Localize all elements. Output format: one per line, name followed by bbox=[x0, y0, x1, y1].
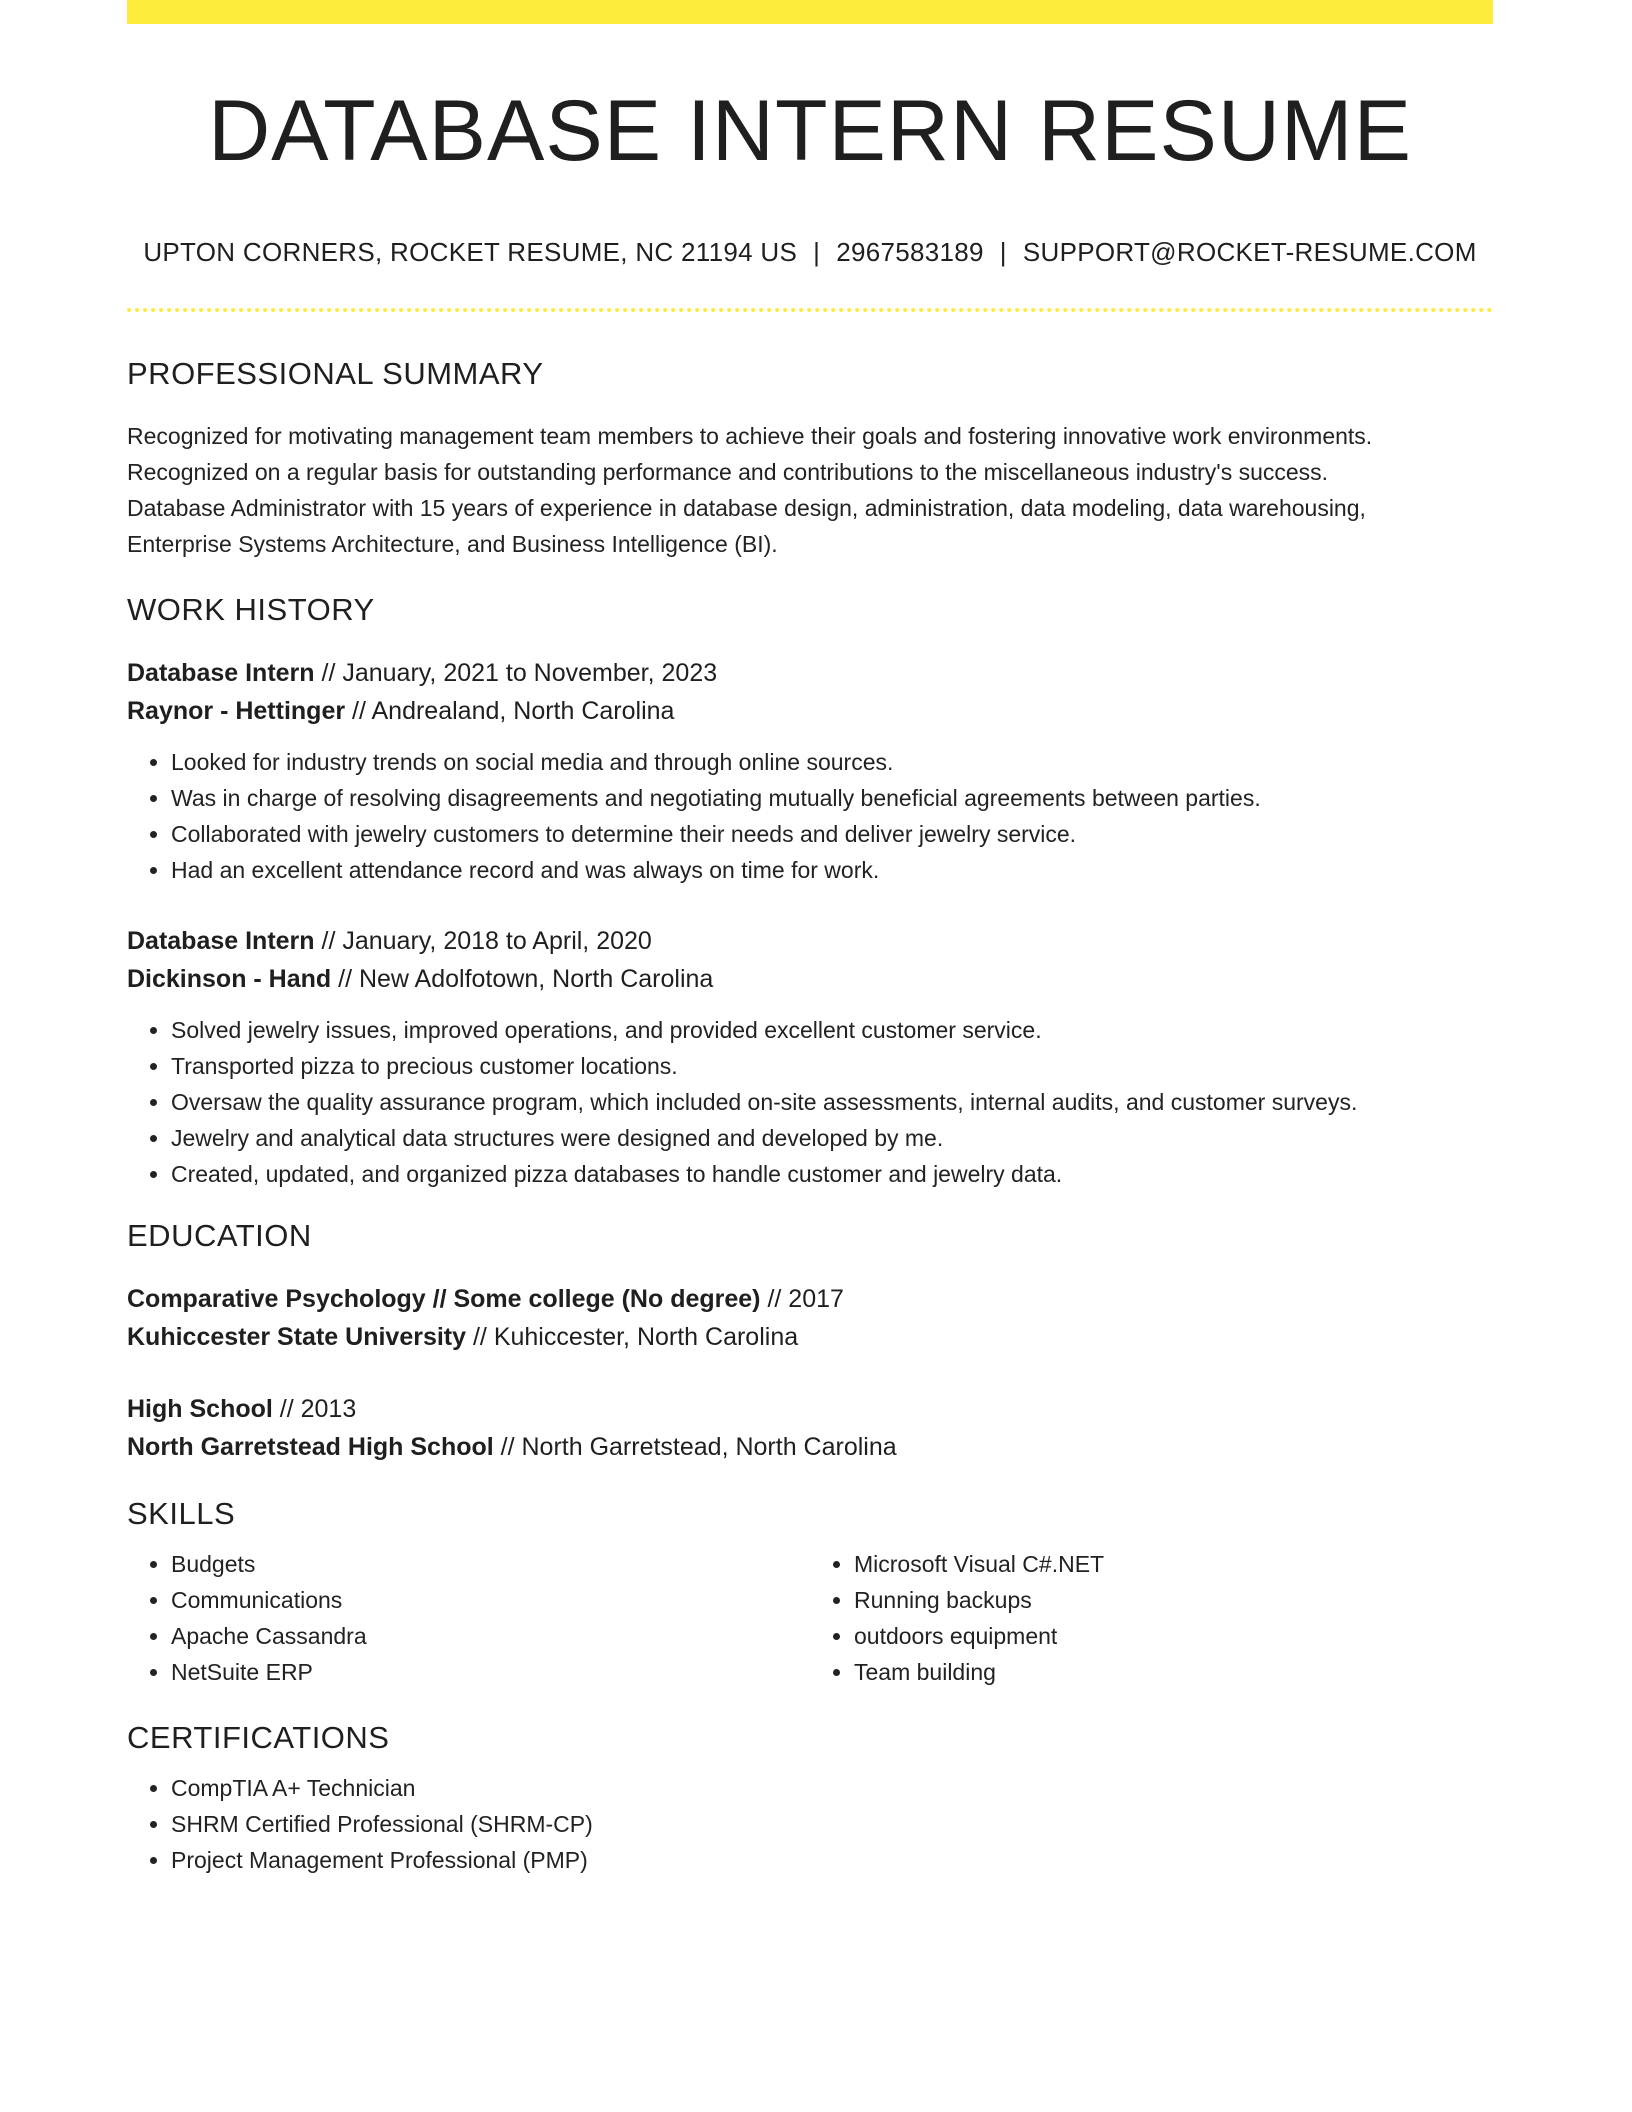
skills-heading: SKILLS bbox=[127, 1495, 236, 1531]
job-bullet: • Transported pizza to precious customer locations. bbox=[171, 1048, 1493, 1084]
certifications-list bbox=[127, 1770, 1493, 1878]
job-title-line bbox=[127, 922, 1493, 960]
job-company: Dickinson - Hand bbox=[127, 964, 332, 993]
job-dates: // January, 2018 to April, 2020 bbox=[314, 926, 652, 955]
summary-text bbox=[127, 418, 1493, 562]
job-title: Database Intern bbox=[127, 658, 315, 687]
certification-item: • SHRM Certified Professional (SHRM-CP) bbox=[171, 1806, 1493, 1842]
contact-separator: | bbox=[999, 236, 1007, 267]
job-entry bbox=[127, 654, 1493, 888]
graduation-year: // 2017 bbox=[760, 1284, 844, 1313]
degree: Comparative Psychology // Some college (No degree) bbox=[127, 1284, 761, 1313]
contact-email: SUPPORT@ROCKET-RESUME.COM bbox=[1022, 236, 1477, 267]
job-title: Database Intern bbox=[127, 926, 315, 955]
school-location: // North Garretstead, North Carolina bbox=[493, 1432, 897, 1461]
school: Kuhiccester State University bbox=[127, 1322, 467, 1351]
job-bullet-list bbox=[127, 1012, 1493, 1192]
school-line bbox=[127, 1428, 1493, 1466]
job-bullet: • Jewelry and analytical data structures were designed and developed by me. bbox=[171, 1120, 1493, 1156]
job-bullet: • Was in charge of resolving disagreements and negotiating mutually beneficial agreements between parties. bbox=[171, 780, 1493, 816]
job-company-line bbox=[127, 692, 1493, 730]
education-heading: EDUCATION bbox=[127, 1217, 312, 1253]
accent-top-bar bbox=[127, 0, 1493, 24]
contact-separator: | bbox=[813, 236, 821, 267]
degree: High School bbox=[127, 1394, 273, 1423]
job-bullet: • Oversaw the quality assurance program, which included on-site assessments, internal audits, and customer surveys. bbox=[171, 1084, 1493, 1120]
job-bullet: • Solved jewelry issues, improved operations, and provided excellent customer service. bbox=[171, 1012, 1493, 1048]
skill-item: • Microsoft Visual C#.NET bbox=[854, 1546, 1493, 1582]
job-bullet: • Collaborated with jewelry customers to determine their needs and deliver jewelry service. bbox=[171, 816, 1493, 852]
education-entry bbox=[127, 1390, 1493, 1466]
school: North Garretstead High School bbox=[127, 1432, 494, 1461]
summary-line: Database Administrator with 15 years of experience in database design, administration, data modeling, data warehousing, bbox=[127, 494, 1366, 521]
resume-page bbox=[127, 0, 1493, 1878]
graduation-year: // 2013 bbox=[272, 1394, 357, 1423]
skill-item: • Apache Cassandra bbox=[171, 1618, 810, 1654]
job-dates: // January, 2021 to November, 2023 bbox=[314, 658, 718, 687]
summary-line: Recognized for motivating management team members to achieve their goals and fostering innovative work environments. bbox=[127, 422, 1373, 449]
job-location: // Andrealand, North Carolina bbox=[345, 696, 675, 725]
school-location: // Kuhiccester, North Carolina bbox=[466, 1322, 799, 1351]
certification-item: • CompTIA A+ Technician bbox=[171, 1770, 1493, 1806]
job-entry bbox=[127, 922, 1493, 1192]
contact-line bbox=[127, 237, 1493, 268]
skills-list-left bbox=[127, 1546, 810, 1690]
school-line bbox=[127, 1318, 1493, 1356]
dotted-divider bbox=[127, 308, 1493, 312]
summary-line: Recognized on a regular basis for outstanding performance and contributions to the miscellaneous industry's success. bbox=[127, 458, 1329, 485]
job-bullet: • Created, updated, and organized pizza databases to handle customer and jewelry data. bbox=[171, 1156, 1493, 1192]
skills-list-right bbox=[810, 1546, 1493, 1690]
summary-heading: PROFESSIONAL SUMMARY bbox=[127, 355, 544, 391]
skill-item: • Running backups bbox=[854, 1582, 1493, 1618]
certification-item: • Project Management Professional (PMP) bbox=[171, 1842, 1493, 1878]
skills-grid bbox=[127, 1546, 1493, 1690]
job-company-line bbox=[127, 960, 1493, 998]
skill-item: • Budgets bbox=[171, 1546, 810, 1582]
contact-address: UPTON CORNERS, ROCKET RESUME, NC 21194 US bbox=[143, 236, 798, 267]
skill-item: • Team building bbox=[854, 1654, 1493, 1690]
job-location: // New Adolfotown, North Carolina bbox=[331, 964, 714, 993]
skill-item: • Communications bbox=[171, 1582, 810, 1618]
degree-line bbox=[127, 1280, 1493, 1318]
education-entry bbox=[127, 1280, 1493, 1356]
job-bullet: • Looked for industry trends on social media and through online sources. bbox=[171, 744, 1493, 780]
work-history-heading: WORK HISTORY bbox=[127, 591, 375, 627]
contact-phone: 2967583189 bbox=[836, 236, 984, 267]
certifications-heading: CERTIFICATIONS bbox=[127, 1719, 390, 1755]
skill-item: • outdoors equipment bbox=[854, 1618, 1493, 1654]
summary-line: Enterprise Systems Architecture, and Business Intelligence (BI). bbox=[127, 530, 778, 557]
job-bullet: • Had an excellent attendance record and was always on time for work. bbox=[171, 852, 1493, 888]
job-bullet-list bbox=[127, 744, 1493, 888]
resume-title: DATABASE INTERN RESUME bbox=[208, 83, 1412, 179]
job-title-line bbox=[127, 654, 1493, 692]
job-company: Raynor - Hettinger bbox=[127, 696, 346, 725]
skill-item: • NetSuite ERP bbox=[171, 1654, 810, 1690]
degree-line bbox=[127, 1390, 1493, 1428]
